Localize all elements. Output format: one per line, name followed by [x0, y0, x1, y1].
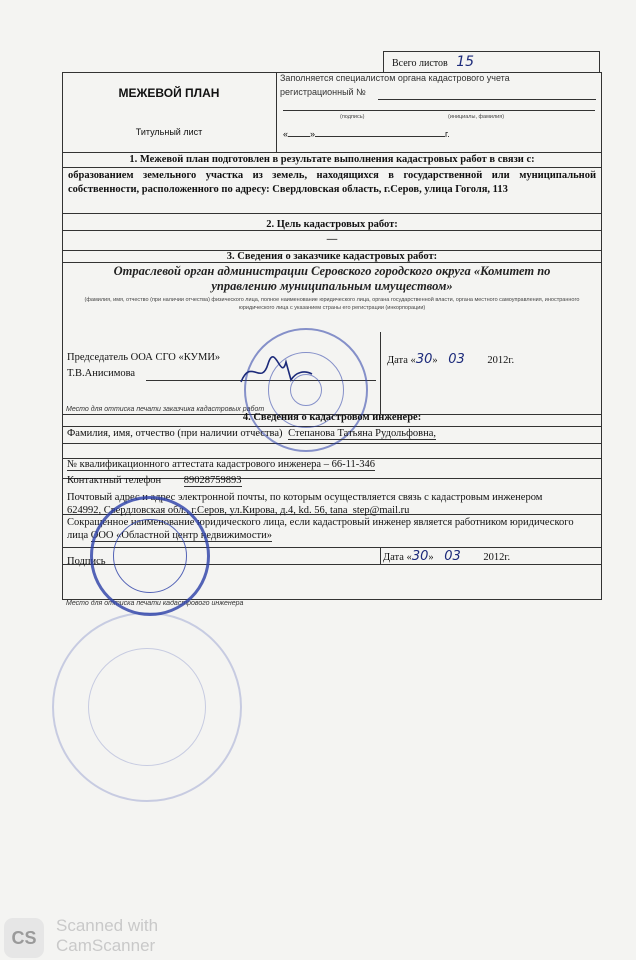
camscanner-line-1: Scanned with — [56, 916, 159, 935]
engineer-certificate: № квалификационного аттестата кадастрового инженера – 66-11-346 — [67, 459, 375, 470]
section-2-heading: 2. Цель кадастровых работ: — [266, 219, 398, 230]
initials-caption: (инициалы, фамилия) — [448, 114, 505, 120]
title-sheet-label: Титульный лист — [135, 127, 203, 137]
total-sheets-label: Всего листов — [392, 58, 448, 69]
engineer-date: Дата «30» 03 2012г. — [383, 549, 511, 564]
section-1-heading: 1. Межевой план подготовлен в результате выполнения кадастровых работ в связи с: — [129, 154, 535, 165]
customer-caption: (фамилия, имя, отчество (при наличии отчества) физического лица, полное наименование юридического лица, органа государственной власти, органа местного самоуправления, иностранного юридического лица с указанием страны его регистрации (инкорпорации) — [84, 297, 580, 311]
signature-caption: (подпись) — [340, 114, 365, 120]
registry-date: « » г. — [283, 129, 450, 139]
document-title: МЕЖЕВОЙ ПЛАН — [118, 86, 220, 100]
signer-title: Председатель ООА СГО «КУМИ» — [67, 352, 221, 363]
customer-date: Дата «30» 03 2012г. — [387, 352, 515, 367]
customer-name: Отраслевой орган администрации Серовского городского округа «Комитет по управлению муниципальным имуществом» — [113, 264, 551, 293]
section-2-value: — — [326, 234, 338, 245]
total-sheets-box — [383, 51, 600, 72]
customer-stamp-place: Место для оттиска печати заказчика кадастровых работ — [66, 406, 265, 413]
engineer-fio: Фамилия, имя, отчество (при наличии отчества) Степанова Татьяна Рудольфовна, — [67, 428, 437, 439]
registration-number-line — [378, 99, 596, 100]
engineer-seal — [90, 496, 210, 616]
total-sheets-count: 15 — [456, 54, 475, 70]
signature-line — [283, 110, 595, 111]
engineer-seal-bleedthrough — [52, 612, 242, 802]
engineer-stamp-place: Место для оттиска печати кадастрового инженера — [66, 600, 244, 607]
engineer-signature-label: Подпись — [67, 556, 106, 567]
registry-note: Заполняется специалистом органа кадастрового учета — [280, 73, 510, 83]
engineer-address: Почтовый адрес и адрес электронной почты, по которым осуществляется связь с кадастровым инженером 624992, Свердловская обл., г.Серов, ул.Кирова, д.4, kd. 56, tana_step@mail.ru — [67, 492, 543, 516]
camscanner-line-2: CamScanner — [56, 936, 156, 955]
registration-number-label: регистрационный № — [280, 87, 366, 97]
section-4-heading: 4. Сведения о кадастровом инженере: — [242, 412, 422, 423]
engineer-phone: Контактный телефон 89028759893 — [67, 475, 242, 486]
section-3-heading: 3. Сведения о заказчике кадастровых работ: — [226, 251, 438, 262]
signer-name: Т.В.Анисимова — [67, 368, 136, 379]
engineer-organization: Сокращенное наименование юридического лица, если кадастровый инженер является работником юридического лица ООО «Областной центр недвижимости» — [67, 517, 574, 541]
customer-signature — [236, 352, 316, 392]
section-1-text: образованием земельного участка из земель, находящихся в государственной или муниципальной собственности, расположенного по адресу: Свердловская область, г.Серов, улица Гоголя, 113 — [68, 170, 596, 195]
camscanner-logo: CS — [4, 918, 44, 958]
